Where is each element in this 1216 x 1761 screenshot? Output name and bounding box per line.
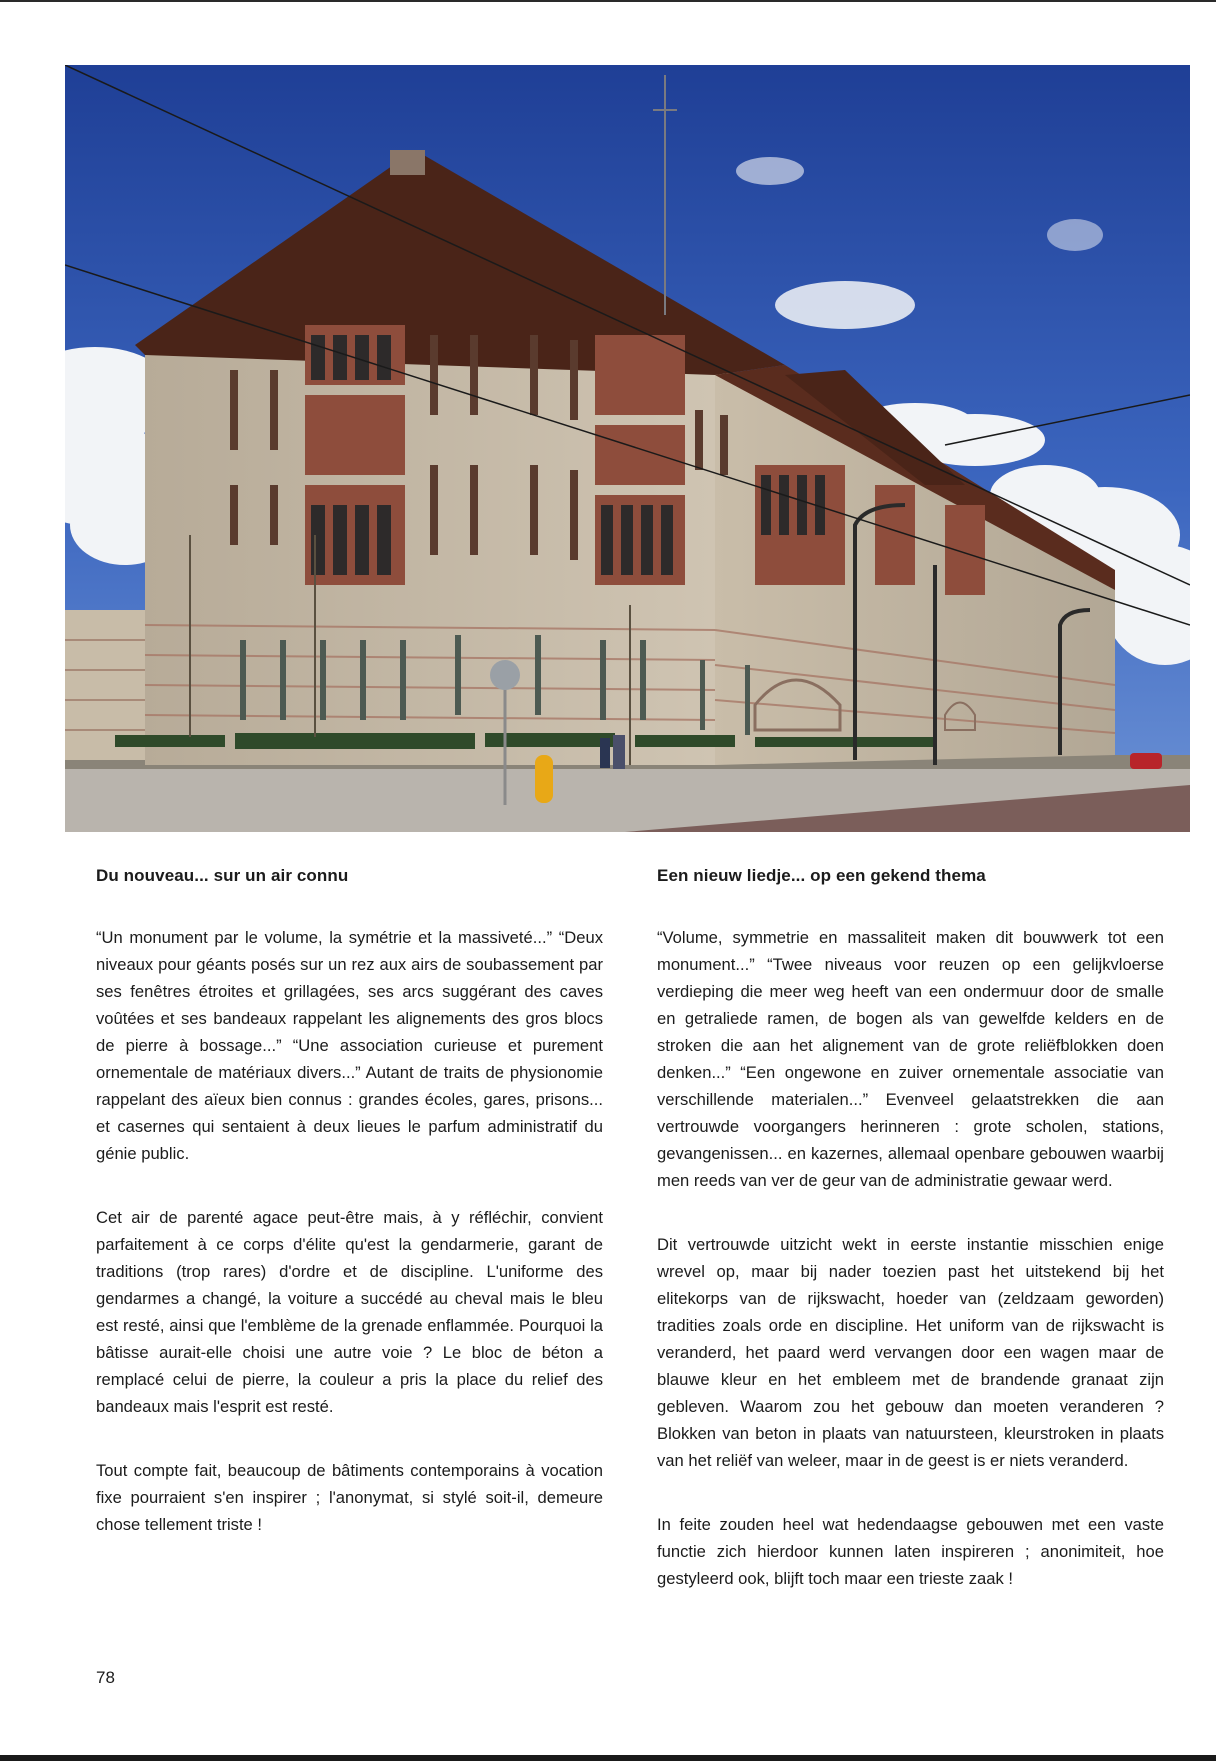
top-rule — [0, 0, 1216, 2]
right-column-text — [657, 924, 1164, 1592]
left-paragraph-1: “Un monument par le volume, la symétrie et la massiveté...” “Deux niveaux pour géants posés sur un rez aux airs de soubassement par ses fenêtres étroites et grillagées, ses arcs suggérant des caves voûtées et ses bandeaux rappelant les alignements des gros blocs de pierre à bossage...” “Une association curieuse et purement ornementale de matériaux divers...” Autant de traits de physionomie rappelant des aïeux bien connus : grandes écoles, gares, prisons... et casernes qui sentaient à deux lieues le parfum administratif du génie public. — [96, 928, 603, 1163]
right-paragraph-1: “Volume, symmetrie en massaliteit maken dit bouwwerk tot een monument...” “Twee niveaus voor reuzen op een gelijkvloerse verdieping die meer weg heeft van een ondermuur door de smalle en getraliede ramen, de bogen als van gewelfde kelders en de stroken die aan het alignement van de grote reliëfblokken doen denken...” “Een ongewone en zuiver ornementale associatie van verschillende materialen...” Evenveel gelaatstrekken die aan vertrouwde voorgangers herinneren : grote scholen, stations, gevangenissen... en kazernes, allemaal openbare gebouwen waarbij men reeds van ver de geur van de administratie gewaar werd. — [657, 928, 1164, 1190]
left-column-text — [96, 924, 603, 1538]
bottom-rule — [0, 1755, 1216, 1761]
building-photo — [65, 65, 1190, 832]
right-paragraph-2: Dit vertrouwde uitzicht wekt in eerste instantie misschien enige wrevel op, maar bij nader toezien past het uitstekend bij het elitekorps van de rijkswacht, hoeder van (zeldzaam geworden) tradities zoals orde en discipline. Het uniform van de rijkswacht is veranderd, het paard werd vervangen door een wagen maar de blauwe kleur en het embleem met de brandende granaat zijn gebleven. Waarom zou het gebouw dan moeten veranderen ? Blokken van beton in plaats van natuursteen, kleurstroken in plaats van het reliëf van weleer, maar in de geest is er niets veranderd. — [657, 1235, 1164, 1470]
page-number: 78 — [96, 1668, 115, 1687]
left-paragraph-2: Cet air de parenté agace peut-être mais, à y réfléchir, convient parfaitement à ce corps d'élite qu'est la gendarmerie, garant de traditions (trop rares) d'ordre et de discipline. L'uniforme des gendarmes a changé, la voiture a succédé au cheval mais le bleu est resté, ainsi que l'emblème de la grenade enflammée. Pourquoi la bâtisse aurait-elle choisi une autre voie ? Le bloc de béton a remplacé celui de pierre, la couleur a pris la place du relief des bandeaux mais l'esprit est resté. — [96, 1208, 603, 1416]
right-column-heading: Een nieuw liedje... op een gekend thema — [657, 866, 986, 885]
right-paragraph-3: In feite zouden heel wat hedendaagse gebouwen met een vaste functie zich hierdoor kunnen laten inspireren ; anonimiteit, hoe gestyleerd ook, blijft toch maar een trieste zaak ! — [657, 1515, 1164, 1588]
left-paragraph-3: Tout compte fait, beaucoup de bâtiments contemporains à vocation fixe pourraient s'en inspirer ; l'anonymat, si stylé soit-il, demeure chose tellement triste ! — [96, 1461, 603, 1534]
left-column-heading: Du nouveau... sur un air connu — [96, 866, 349, 885]
